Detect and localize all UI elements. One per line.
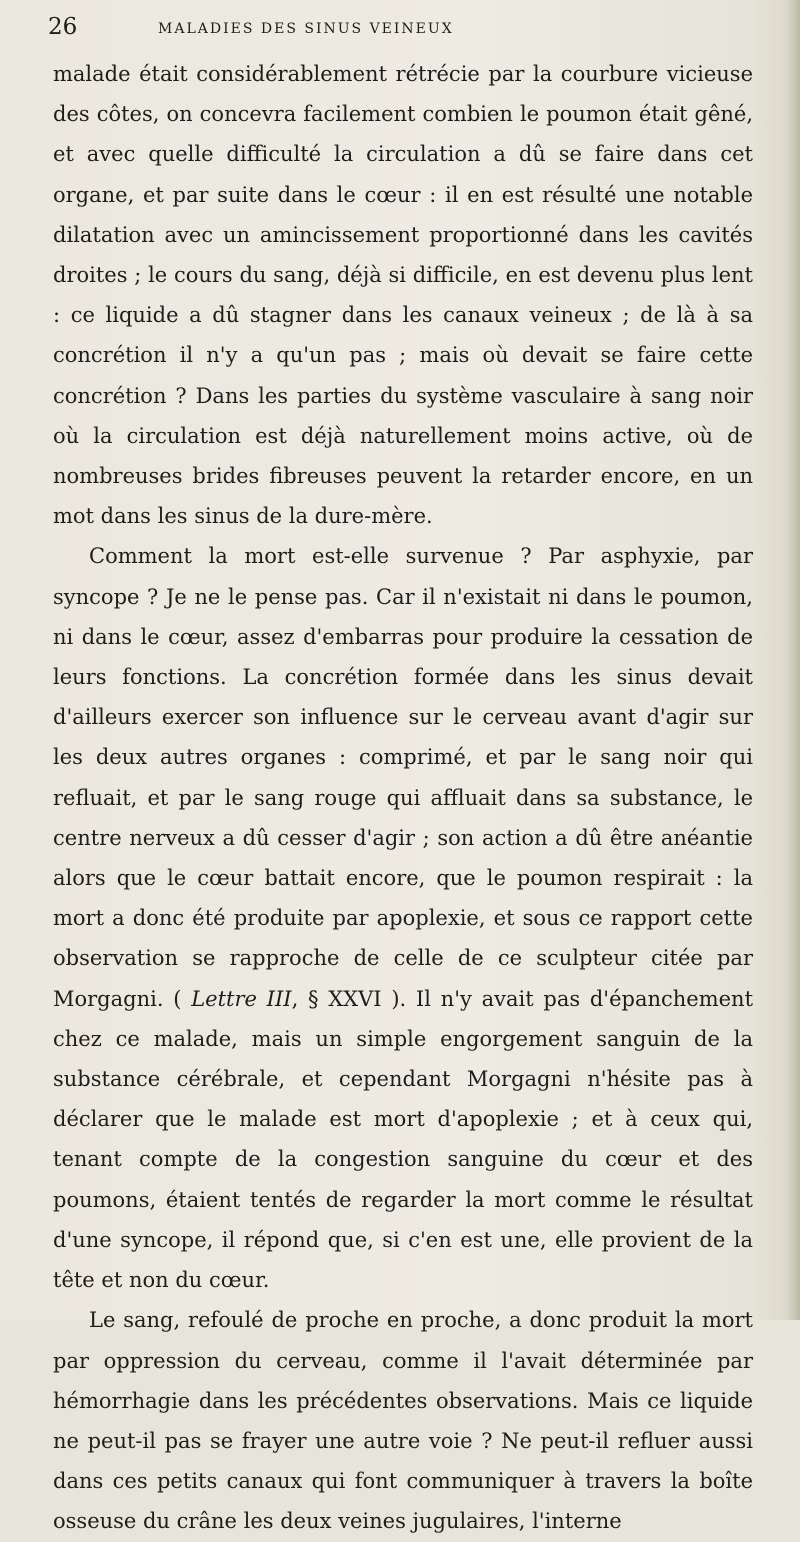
page-header [48,14,748,44]
paragraph-2 [53,536,753,1300]
running-title: MALADIES DES SINUS VEINEUX [158,21,454,37]
page-number: 26 [48,14,78,40]
paragraph-2-part-b: , § XXVI ). Il n'y avait pas d'épanchement chez ce malade, mais un simple engorgement sanguin de la substance cérébrale, et cependant Morgagni n'hésite pas à déclarer que le malade est mort d'apoplexie ; et à ceux qui, tenant compte de la congestion sanguine du cœur et des poumons, étaient tentés de regarder la mort comme le résultat d'une syncope, il répond que, si c'en est une, elle provient de la tête et non du cœur. [53,986,754,1293]
paragraph-2-part-a: Comment la mort est-elle survenue ? Par asphyxie, par syncope ? Je ne le pense pas. Car il n'existait ni dans le poumon, ni dans le cœur, assez d'embarras pour produire la cessation de leurs fonctions. La concrétion formée dans les sinus devait d'ailleurs exercer son influence sur le cerveau avant d'agir sur les deux autres organes : comprimé, et par le sang noir qui refluait, et par le sang rouge qui affluait dans sa substance, le centre nerveux a dû cesser d'agir ; son action a dû être anéantie alors que le cœur battait encore, que le poumon respirait : la mort a donc été produite par apoplexie, et sous ce rapport cette observation se rapproche de celle de ce sculpteur citée par Morgagni. ( [53,544,753,1011]
page-edge-shadow [786,0,800,1320]
paragraph-1: malade était considérablement rétrécie par la courbure vicieuse des côtes, on concevra facilement combien le poumon était gêné, et avec quelle difficulté la circulation a dû se faire dans cet organe, et par suite dans le cœur : il en est résulté une notable dilatation avec un amincissement proportionné dans les cavités droites ; le cours du sang, déjà si difficile, en est devenu plus lent : ce liquide a dû stagner dans les canaux veineux ; de là à sa concrétion il n'y a qu'un pas ; mais où devait se faire cette concrétion ? Dans les parties du système vasculaire à sang noir où la circulation est déjà naturellement moins active, où de nombreuses brides fibreuses peuvent la retarder encore, en un mot dans les sinus de la dure-mère. [53,62,753,529]
body-text [53,54,753,1542]
paragraph-3: Le sang, refoulé de proche en proche, a donc produit la mort par oppression du cerveau, comme il l'avait déterminée par hémorrhagie dans les précédentes observations. Mais ce liquide ne peut-il pas se frayer une autre voie ? Ne peut-il refluer aussi dans ces petits canaux qui font communiquer à travers la boîte osseuse du crâne les deux veines jugulaires, l'interne [53,1308,753,1534]
citation-reference: Lettre III [191,986,292,1011]
